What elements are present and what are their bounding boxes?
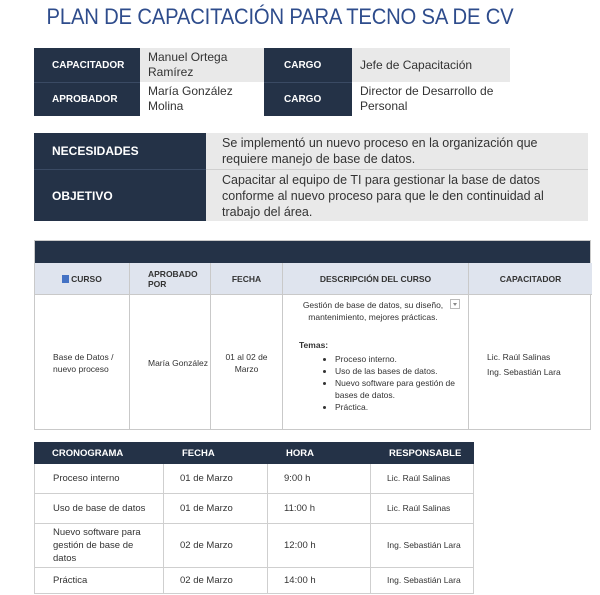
chevron-down-icon[interactable] xyxy=(450,299,460,309)
course-header-curso: CURSO xyxy=(35,263,130,294)
flag-icon xyxy=(62,275,69,283)
list-item: • Uso de las bases de datos. xyxy=(335,365,473,377)
temas-list xyxy=(321,353,473,413)
list-item: • Nuevo software para gestión de bases de datos. xyxy=(335,377,473,401)
aprobador-label: APROBADOR xyxy=(34,82,140,116)
table-row-activity[interactable]: Práctica xyxy=(34,568,164,594)
table-row-time[interactable]: 11:00 h xyxy=(268,494,371,524)
course-header-descripcion: DESCRIPCIÓN DEL CURSO xyxy=(283,263,469,294)
cargo-label-2: CARGO xyxy=(264,82,352,116)
course-table xyxy=(34,240,591,430)
temas-label: Temas: xyxy=(299,340,329,350)
table-row-time[interactable]: 9:00 h xyxy=(268,464,371,494)
course-header-capacitador: CAPACITADOR xyxy=(469,263,592,294)
table-row-responsible[interactable]: Ing. Sebastián Lara xyxy=(371,524,474,568)
table-row-activity[interactable]: Proceso interno xyxy=(34,464,164,494)
table-row-activity[interactable]: Uso de base de datos xyxy=(34,494,164,524)
table-row-date[interactable]: 01 de Marzo xyxy=(164,494,268,524)
table-row-date[interactable]: 02 de Marzo xyxy=(164,524,268,568)
info-table xyxy=(34,48,510,116)
capacitador-value[interactable]: Manuel Ortega Ramírez xyxy=(140,48,264,82)
schedule-table xyxy=(34,442,474,594)
course-descripcion-cell[interactable] xyxy=(283,294,469,430)
course-aprobado-cell[interactable]: María González xyxy=(130,294,211,430)
cargo-value[interactable]: Jefe de Capacitación xyxy=(352,48,510,82)
necesidades-text[interactable]: Se implementó un nuevo proceso en la organización que requiere manejo de base de datos. xyxy=(206,133,588,169)
course-curso-cell[interactable]: Base de Datos / nuevo proceso xyxy=(35,294,130,430)
list-item: • Práctica. xyxy=(335,401,473,413)
table-row-activity[interactable]: Nuevo software para gestión de base de datos xyxy=(34,524,164,568)
schedule-header-fecha: FECHA xyxy=(164,442,268,464)
objetivo-text[interactable]: Capacitar al equipo de TI para gestionar la base de datos conforme al nuevo proceso para que le den continuidad al trabajo del área. xyxy=(206,169,588,221)
course-desc-intro: Gestión de base de datos, su diseño, mantenimiento, mejores prácticas. xyxy=(302,300,444,322)
table-row-date[interactable]: 01 de Marzo xyxy=(164,464,268,494)
needs-table xyxy=(34,133,588,221)
cargo-value-2[interactable]: Director de Desarrollo de Personal xyxy=(352,82,510,116)
schedule-header-cronograma: CRONOGRAMA xyxy=(34,442,164,464)
table-row-time[interactable]: 14:00 h xyxy=(268,568,371,594)
list-item: • Proceso interno. xyxy=(335,353,473,365)
capacitador-label: CAPACITADOR xyxy=(34,48,140,82)
table-row-date[interactable]: 02 de Marzo xyxy=(164,568,268,594)
table-row-responsible[interactable]: Lic. Raúl Salinas xyxy=(371,464,474,494)
schedule-header-responsable: RESPONSABLE xyxy=(371,442,474,464)
table-row-responsible[interactable]: Ing. Sebastián Lara xyxy=(371,568,474,594)
course-capacitador-cell[interactable] xyxy=(469,294,592,430)
course-header-fecha: FECHA xyxy=(211,263,283,294)
page-title: PLAN DE CAPACITACIÓN PARA TECNO SA DE CV xyxy=(46,4,514,29)
objetivo-label: OBJETIVO xyxy=(34,169,206,221)
necesidades-label: NECESIDADES xyxy=(34,133,206,169)
aprobador-value[interactable]: María González Molina xyxy=(140,82,264,116)
capacitador-name: Lic. Raúl Salinas xyxy=(487,352,551,362)
table-row-time[interactable]: 12:00 h xyxy=(268,524,371,568)
course-table-band xyxy=(35,241,590,263)
course-header-aprobado: APROBADO POR xyxy=(130,263,211,294)
capacitador-name: Ing. Sebastián Lara xyxy=(487,367,561,377)
cargo-label: CARGO xyxy=(264,48,352,82)
course-fecha-cell[interactable]: 01 al 02 de Marzo xyxy=(211,294,283,430)
table-row-responsible[interactable]: Lic. Raúl Salinas xyxy=(371,494,474,524)
schedule-header-hora: HORA xyxy=(268,442,371,464)
